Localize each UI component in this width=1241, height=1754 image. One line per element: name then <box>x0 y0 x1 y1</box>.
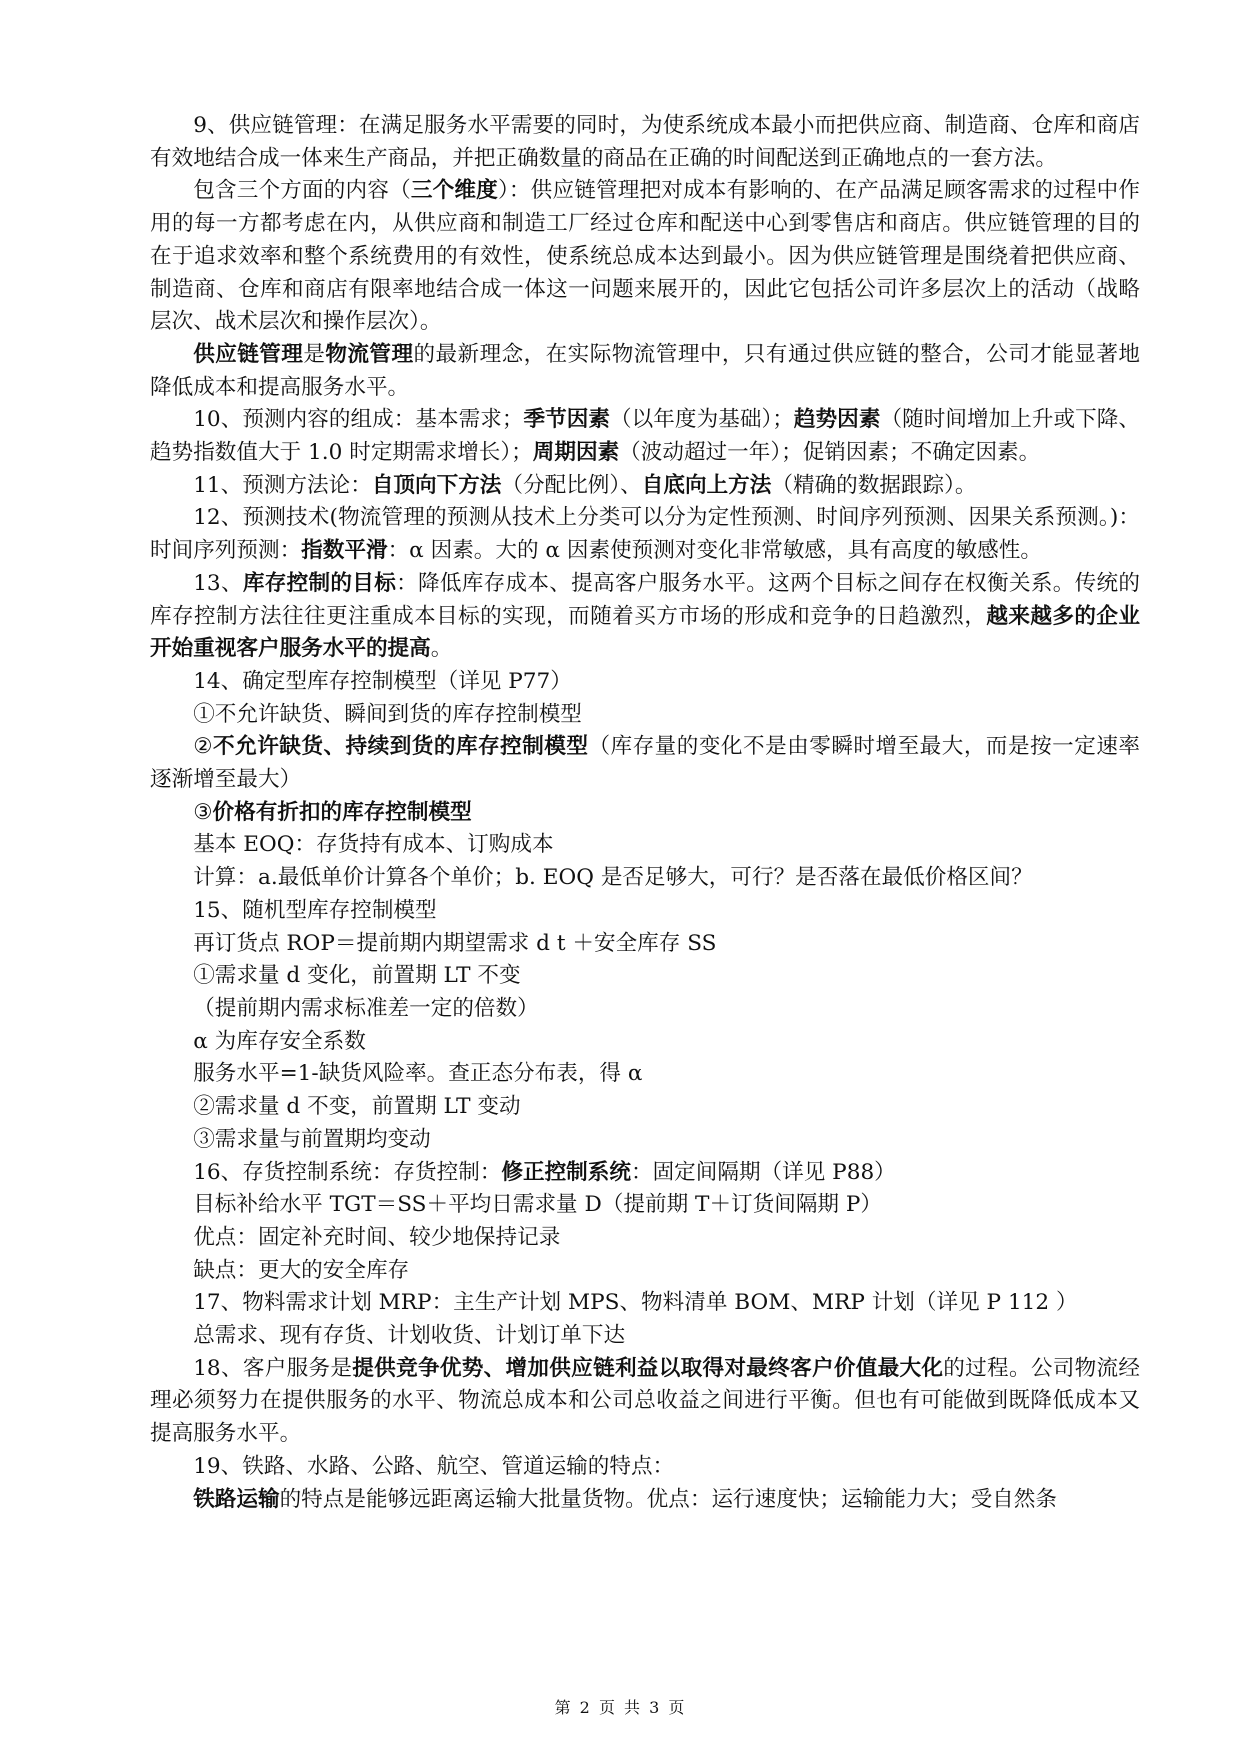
text-run: ②需求量 d 不变，前置期 LT 变动 <box>193 1094 521 1120</box>
text-run: 缺点：更大的安全库存 <box>193 1257 410 1283</box>
text-run: （精确的数据跟踪）。 <box>771 472 977 498</box>
paragraph <box>150 502 1140 567</box>
text-run: 总需求、现有存货、计划收货、计划订单下达 <box>193 1323 626 1349</box>
text-run: ：固定间隔期（详见 P88） <box>630 1159 896 1185</box>
bold-text: 提供竞争优势、增加供应链利益以取得对最终客户价值最大化 <box>352 1355 944 1381</box>
text-run: 。 <box>430 636 453 662</box>
document-body <box>150 110 1140 1516</box>
bold-text: 越来越多的企业开始重视客户服务水平的提高 <box>150 603 1140 662</box>
text-run: （提前期内需求标准差一定的倍数） <box>193 995 539 1021</box>
text-run: 15、随机型库存控制模型 <box>193 897 437 923</box>
text-run: 17、物料需求计划 MRP：主生产计划 MPS、物料清单 BOM、MRP 计划（详见 P 112 ） <box>193 1290 1078 1316</box>
text-run: ② <box>193 734 214 760</box>
paragraph <box>150 1189 1140 1222</box>
text-run: 优点：固定补充时间、较少地保持记录 <box>193 1224 561 1250</box>
paragraph <box>150 568 1140 666</box>
text-run: 计算：a.最低单价计算各个单价；b. EOQ 是否足够大，可行？是否落在最低价格区间？ <box>193 865 1033 891</box>
text-run: 10、预测内容的组成：基本需求； <box>193 407 524 433</box>
text-run: 14、确定型库存控制模型（详见 P77） <box>193 668 572 694</box>
paragraph <box>150 110 1140 175</box>
text-run: （随时间增加上升或下降、趋势指数值大于 1.0 时定期需求增长）； <box>150 407 1140 466</box>
paragraph <box>150 862 1140 895</box>
text-run: 11、预测方法论： <box>193 472 372 498</box>
paragraph <box>150 829 1140 862</box>
paragraph <box>150 993 1140 1026</box>
paragraph <box>150 731 1140 796</box>
paragraph <box>150 1320 1140 1353</box>
paragraph <box>150 1484 1140 1517</box>
bold-text: 物流管理 <box>325 341 414 367</box>
paragraph <box>150 1255 1140 1288</box>
paragraph <box>150 470 1140 503</box>
text-run: 19、铁路、水路、公路、航空、管道运输的特点： <box>193 1453 675 1479</box>
paragraph <box>150 339 1140 404</box>
text-run: （分配比例）、 <box>501 472 642 498</box>
page-footer: 第 2 页 共 3 页 <box>554 1698 687 1717</box>
text-run: 16、存货控制系统：存货控制： <box>193 1159 502 1185</box>
paragraph <box>150 960 1140 993</box>
text-run: ：α 因素。大的 α 因素使预测对变化非常敏感，具有高度的敏感性。 <box>387 538 1042 564</box>
bold-text: 供应链管理 <box>193 341 304 367</box>
bold-text: 修正控制系统 <box>501 1159 631 1185</box>
text-run: ③ <box>193 799 213 825</box>
text-run: ）：供应链管理把对成本有影响的、在产品满足顾客需求的过程中作用的每一方都考虑在内，从供应商和制造工厂经过仓库和配送中心到零售店和商店。供应链管理的目的在于追求效率和整个系统费用的有效性，使系统总成本达到最小。因为供应链管理是围绕着把供应商、制造商、仓库和商店有限率地结合成一体这一问题来展开的，因此它包括公司许多层次上的活动（战略层次、战术层次和操作层次）。 <box>150 178 1140 335</box>
paragraph <box>150 1058 1140 1091</box>
bold-text: 铁路运输 <box>193 1486 280 1512</box>
paragraph <box>150 1091 1140 1124</box>
bold-text: 指数平滑 <box>301 538 388 564</box>
text-run: 12、预测技术(物流管理的预测从技术上分类可以分为定性预测、时间序列预测、因果关系预测。)：时间序列预测： <box>150 505 1140 564</box>
paragraph <box>150 175 1140 339</box>
bold-text: 趋势因素 <box>793 407 881 433</box>
paragraph <box>150 1287 1140 1320</box>
text-run: 的过程。公司物流经理必须努力在提供服务的水平、物流总成本和公司总收益之间进行平衡。但也有可能做到既降低成本又提高服务水平。 <box>150 1355 1140 1447</box>
text-run: ①不允许缺货、瞬间到货的库存控制模型 <box>193 701 582 727</box>
text-run: （波动超过一年）；促销因素；不确定因素。 <box>619 440 1041 466</box>
text-run: 9、供应链管理：在满足服务水平需要的同时，为使系统成本最小而把供应商、制造商、仓库和商店有效地结合成一体来生产商品，并把正确数量的商品在正确的时间配送到正确地点的一套方法。 <box>150 113 1140 171</box>
paragraph <box>150 895 1140 928</box>
bold-text: 自顶向下方法 <box>371 472 502 498</box>
text-run: 基本 EOQ：存货持有成本、订购成本 <box>193 832 554 858</box>
text-run: 服务水平=1-缺货风险率。查正态分布表，得 α <box>193 1061 643 1087</box>
text-run: 的特点是能够远距离运输大批量货物。优点：运行速度快；运输能力大；受自然条 <box>279 1486 1057 1512</box>
text-run: 包含三个方面的内容（ <box>193 178 411 204</box>
paragraph <box>150 1157 1140 1190</box>
paragraph <box>150 1026 1140 1059</box>
text-run: 目标补给水平 TGT＝SS＋平均日需求量 D（提前期 T＋订货间隔期 P） <box>193 1192 882 1218</box>
paragraph <box>150 928 1140 961</box>
text-run: 是 <box>303 341 326 367</box>
bold-text: 不允许缺货、持续到货的库存控制模型 <box>213 734 589 760</box>
bold-text: 库存控制的目标 <box>242 570 397 596</box>
bold-text: 周期因素 <box>532 440 620 466</box>
text-run: 13、 <box>193 570 243 596</box>
bold-text: 自底向上方法 <box>641 472 772 498</box>
paragraph <box>150 1451 1140 1484</box>
text-run: 18、客户服务是 <box>193 1355 353 1381</box>
paragraph <box>150 699 1140 732</box>
paragraph <box>150 666 1140 699</box>
text-run: α 为库存安全系数 <box>193 1028 366 1054</box>
text-run: ③需求量与前置期均变动 <box>193 1126 431 1152</box>
text-run: ：降低库存成本、提高客户服务水平。这两个目标之间存在权衡关系。传统的库存控制方法往往更注重成本目标的实现，而随着买方市场的形成和竞争的日趋激烈， <box>150 570 1140 629</box>
text-run: 的最新理念，在实际物流管理中，只有通过供应链的整合，公司才能显著地降低成本和提高服务水平。 <box>150 341 1140 400</box>
paragraph <box>150 1353 1140 1451</box>
text-run: （以年度为基础）； <box>610 407 794 433</box>
bold-text: 价格有折扣的库存控制模型 <box>212 799 472 825</box>
text-run: ①需求量 d 变化，前置期 LT 不变 <box>193 963 521 989</box>
paragraph <box>150 404 1140 469</box>
paragraph <box>150 797 1140 830</box>
paragraph <box>150 1222 1140 1255</box>
bold-text: 季节因素 <box>523 407 611 433</box>
text-run: 再订货点 ROP＝提前期内期望需求 d t ＋安全库存 SS <box>193 930 717 956</box>
text-run: （库存量的变化不是由零瞬时增至最大，而是按一定速率逐渐增至最大） <box>150 734 1140 793</box>
bold-text: 三个维度 <box>410 178 498 204</box>
paragraph <box>150 1124 1140 1157</box>
